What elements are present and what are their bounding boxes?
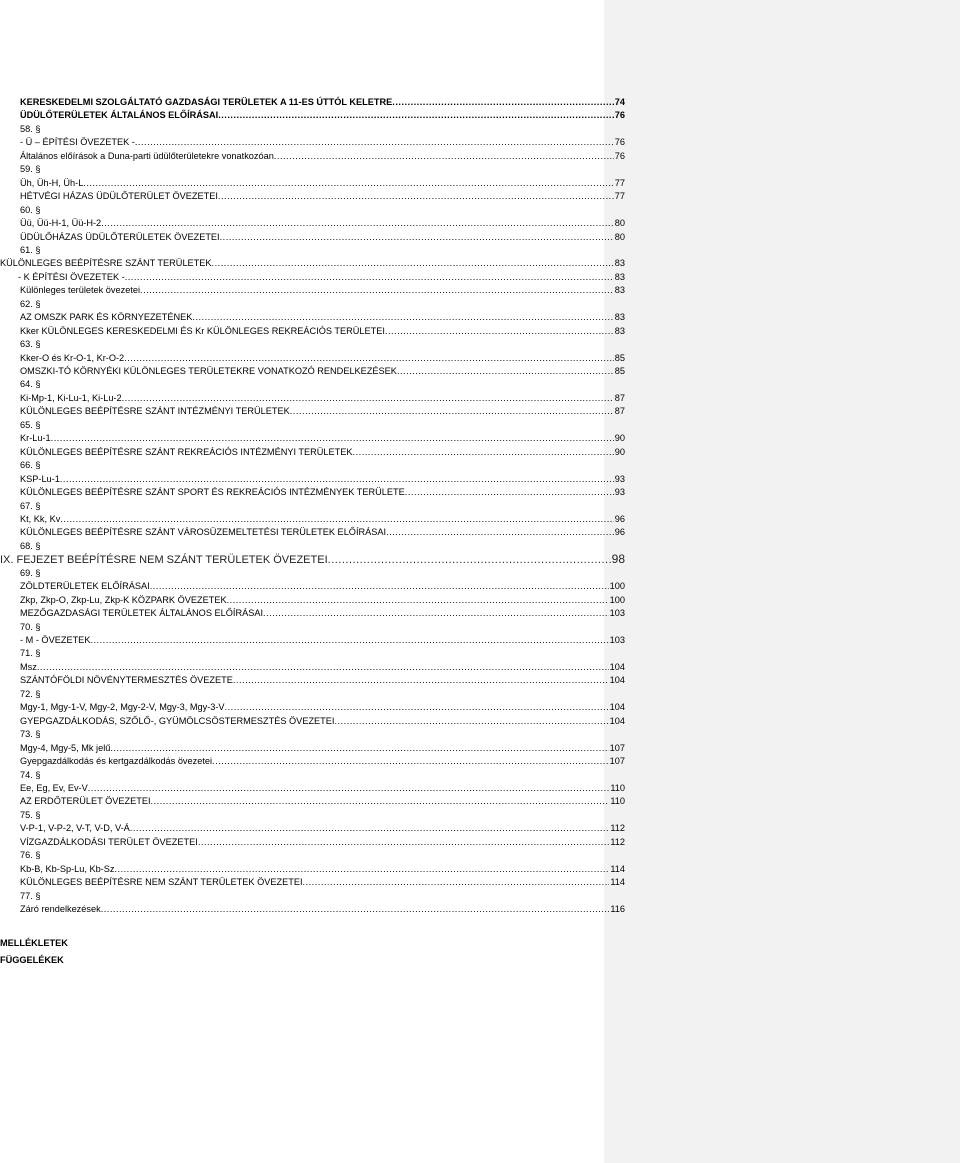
toc-entry-title: 67. §	[20, 500, 41, 511]
toc-entry[interactable]	[20, 714, 625, 728]
toc-dot-leader	[140, 283, 614, 297]
toc-entry-title: KÜLÖNLEGES BEÉPÍTÉSRE SZÁNT SPORT ÉS REKREÁCIÓS INTÉZMÉNYEK TERÜLETE	[20, 487, 405, 498]
toc-dot-leader	[303, 875, 610, 889]
toc-entry[interactable]	[20, 485, 625, 499]
toc-entry-title: GYEPGAZDÁLKODÁS, SZŐLŐ-, GYÜMÖLCSÖSTERMESZTÉS ÖVEZETEI	[20, 715, 335, 726]
toc-dot-leader	[290, 404, 614, 418]
toc-entry[interactable]	[20, 203, 625, 217]
toc-dot-leader	[90, 633, 608, 647]
toc-entry-title: 65. §	[20, 419, 41, 430]
toc-entry[interactable]	[20, 162, 625, 176]
toc-entry[interactable]	[0, 256, 625, 270]
toc-page-number: 103	[609, 635, 625, 645]
toc-page-number: 104	[609, 675, 625, 686]
toc-page-number: 83	[614, 312, 625, 323]
toc-page-number: 96	[614, 513, 625, 524]
toc-entry-title: 66. §	[20, 460, 41, 471]
toc-entry[interactable]	[20, 727, 625, 741]
toc-entry[interactable]	[20, 579, 625, 593]
toc-dot-leader	[60, 472, 614, 486]
toc-page-number: 83	[614, 325, 625, 336]
toc-dot-leader	[150, 579, 609, 593]
toc-dot-leader	[125, 270, 614, 284]
toc-page-number: 110	[610, 782, 625, 793]
toc-entry[interactable]	[20, 660, 625, 674]
toc-dot-leader	[198, 835, 610, 849]
toc-dot-leader	[51, 431, 614, 445]
toc-dot-leader	[274, 149, 614, 163]
toc-entry[interactable]	[20, 620, 625, 634]
toc-dot-leader	[192, 310, 613, 324]
toc-entry[interactable]	[20, 337, 625, 351]
toc-entry-title: Általános előírások a Duna-parti üdülőterületekre vonatkozóan	[20, 150, 274, 161]
toc-entry-title: Különleges területek övezetei	[20, 285, 141, 296]
toc-page-number: 83	[614, 271, 625, 282]
toc-page-number: 112	[610, 823, 625, 834]
toc-dot-leader	[233, 673, 609, 687]
toc-entry-title: Kker KÜLÖNLEGES KERESKEDELMI ÉS Kr KÜLÖNLEGES REKREÁCIÓS TERÜLETEI	[20, 325, 385, 336]
toc-entry[interactable]	[20, 458, 625, 472]
side-panel	[604, 0, 960, 1163]
toc-entry-title: Üü, Üü-H-1, Üü-H-2	[20, 218, 102, 229]
toc-entry-title: Gyepgazdálkodás és kertgazdálkodás övezetei	[20, 756, 213, 767]
toc-entry-title: 58. §	[20, 123, 41, 134]
toc-entry[interactable]	[20, 324, 625, 338]
toc-dot-leader	[218, 189, 614, 203]
toc-page-number: 90	[614, 433, 625, 444]
toc-page-number: 110	[610, 796, 625, 807]
toc-entry-title: MEZŐGAZDASÁGI TERÜLETEK ÁLTALÁNOS ELŐÍRÁSAI	[20, 608, 264, 619]
toc-entry-title: ÜDÜLŐHÁZAS ÜDÜLŐTERÜLETEK ÖVEZETEI	[20, 231, 220, 242]
toc-entry[interactable]	[20, 566, 625, 580]
toc-page-number: 85	[614, 366, 625, 376]
appendix-fuggelekek[interactable]: FÜGGELÉKEK	[0, 955, 64, 965]
toc-entry-title: Kker-O és Kr-O-1, Kr-O-2	[20, 352, 125, 363]
toc-entry-title: KÜLÖNLEGES BEÉPÍTÉSRE SZÁNT INTÉZMÉNYI TERÜLETEK	[20, 406, 290, 417]
toc-dot-leader	[88, 781, 610, 795]
toc-entry-title: 76. §	[20, 850, 41, 861]
toc-page-number: 77	[614, 191, 625, 202]
toc-entry-title: Kr-Lu-1	[20, 433, 51, 444]
toc-entry[interactable]	[20, 243, 625, 257]
toc-dot-leader	[101, 216, 614, 230]
toc-entry[interactable]	[20, 418, 625, 432]
toc-page-number: 100	[609, 594, 625, 605]
toc-entry[interactable]	[20, 364, 625, 378]
toc-dot-leader	[386, 525, 614, 539]
toc-entry[interactable]	[20, 297, 625, 311]
toc-page-number: 104	[609, 702, 625, 713]
toc-dot-leader	[212, 754, 609, 768]
toc-entry[interactable]	[20, 741, 625, 755]
toc-entry[interactable]	[20, 633, 625, 647]
toc-entry[interactable]	[20, 95, 625, 109]
toc-entry-title: 63. §	[20, 339, 41, 350]
toc-entry-title: Kt, Kk, Kv	[20, 513, 61, 524]
toc-entry[interactable]	[20, 431, 625, 445]
toc-entry[interactable]	[20, 499, 625, 513]
toc-entry-title: V-P-1, V-P-2, V-T, V-D, V-Á	[20, 823, 130, 834]
toc-page-number: 90	[614, 446, 625, 457]
toc-entry-title: Zkp, Zkp-O, Zkp-Lu, Zkp-K KÖZPARK ÖVEZETEK	[20, 594, 227, 605]
toc-entry-title: - K ÉPÍTÉSI ÖVEZETEK -	[18, 271, 125, 282]
toc-entry-title: 61. §	[20, 244, 41, 255]
toc-entry[interactable]	[20, 781, 625, 795]
toc-entry-title: ZÖLDTERÜLETEK ELŐÍRÁSAI	[20, 581, 150, 592]
toc-page-number: 96	[614, 527, 625, 538]
toc-entry[interactable]	[20, 108, 625, 122]
toc-entry[interactable]	[20, 848, 625, 862]
toc-entry[interactable]	[20, 149, 625, 163]
toc-entry-title: Mgy-1, Mgy-1-V, Mgy-2, Mgy-2-V, Mgy-3, Mgy-3-V	[20, 702, 225, 713]
toc-entry[interactable]	[20, 404, 625, 418]
toc-entry-title: KÜLÖNLEGES BEÉPÍTÉSRE NEM SZÁNT TERÜLETEK ÖVEZETEI	[20, 877, 303, 888]
toc-dot-leader	[263, 606, 609, 620]
toc-entry[interactable]	[20, 593, 625, 607]
toc-entry[interactable]	[20, 808, 625, 822]
toc-dot-leader	[124, 351, 614, 365]
toc-dot-leader	[130, 821, 610, 835]
toc-entry[interactable]	[20, 768, 625, 782]
toc-dot-leader	[60, 512, 613, 526]
toc-entry[interactable]	[20, 472, 625, 486]
toc-dot-leader	[110, 741, 608, 755]
toc-entry-title: AZ OMSZK PARK ÉS KÖRNYEZETÉNEK	[20, 312, 193, 323]
toc-dot-leader	[114, 862, 609, 876]
toc-entry[interactable]	[20, 606, 625, 620]
toc-dot-leader	[220, 230, 614, 244]
toc-dot-leader	[334, 714, 608, 728]
toc-page-number: 98	[611, 552, 625, 567]
toc-dot-leader	[392, 95, 613, 109]
toc-page-number: 85	[614, 352, 625, 363]
toc-entry-title: 62. §	[20, 298, 41, 309]
toc-page-number: 114	[610, 877, 625, 888]
toc-dot-leader	[225, 700, 609, 714]
appendix-mellekletek[interactable]: MELLÉKLETEK	[0, 938, 68, 948]
toc-entry-title: 73. §	[20, 729, 41, 740]
toc-entry-title: Mgy-4, Mgy-5, Mk jelű	[20, 742, 111, 753]
toc-entry-title: 64. §	[20, 379, 41, 390]
toc-entry-title: Msz	[20, 661, 37, 672]
toc-page-number: 112	[610, 836, 625, 847]
toc-page-number: 100	[609, 581, 625, 592]
toc-entry[interactable]	[20, 351, 625, 365]
toc-entry-title: KÜLÖNLEGES BEÉPÍTÉSRE SZÁNT REKREÁCIÓS INTÉZMÉNYI TERÜLETEK	[20, 446, 353, 457]
toc-page-number: 76	[614, 110, 625, 121]
toc-page-number: 87	[614, 406, 625, 417]
toc-entry[interactable]	[20, 135, 625, 149]
toc-dot-leader	[353, 445, 614, 459]
toc-page-number: 107	[609, 742, 625, 753]
toc-page-number: 77	[614, 177, 625, 188]
toc-entry[interactable]	[20, 646, 625, 660]
toc-entry-title: 75. §	[20, 809, 41, 820]
toc-entry-title: VÍZGAZDÁLKODÁSI TERÜLET ÖVEZETEI	[20, 836, 198, 847]
toc-dot-leader	[405, 485, 614, 499]
toc-entry-title: 71. §	[20, 648, 41, 659]
toc-entry[interactable]	[20, 821, 625, 835]
toc-dot-leader	[397, 364, 614, 378]
toc-entry[interactable]	[20, 525, 625, 539]
toc-dot-leader	[83, 176, 613, 190]
toc-entry-title: 68. §	[20, 540, 41, 551]
toc-entry-title: KÜLÖNLEGES BEÉPÍTÉSRE SZÁNT VÁROSÜZEMELTETÉSI TERÜLETEK ELŐÍRÁSAI	[20, 527, 387, 538]
toc-entry[interactable]	[20, 687, 625, 701]
toc-dot-leader	[385, 324, 614, 338]
toc-entry-title: 69. §	[20, 567, 41, 578]
toc-entry-title: 59. §	[20, 164, 41, 175]
toc-entry[interactable]	[20, 889, 625, 903]
toc-entry-title: HÉTVÉGI HÁZAS ÜDÜLŐTERÜLET ÖVEZETEI	[20, 191, 218, 202]
toc-dot-leader	[135, 135, 614, 149]
toc-dot-leader	[37, 660, 609, 674]
toc-entry-title: Kb-B, Kb-Sp-Lu, Kb-Sz	[20, 863, 115, 874]
toc-entry-title: - Ü – ÉPÍTÉSI ÖVEZETEK -	[20, 137, 135, 148]
toc-entry-title: ÜDÜLŐTERÜLETEK ÁLTALÁNOS ELŐÍRÁSAI	[20, 110, 219, 121]
toc-entry[interactable]	[20, 377, 625, 391]
toc-entry[interactable]	[20, 754, 625, 768]
toc-entry-title: SZÁNTÓFÖLDI NÖVÉNYTERMESZTÉS ÖVEZETE	[20, 675, 233, 686]
toc-page-number: 76	[614, 137, 625, 148]
toc-page-number: 80	[614, 218, 625, 229]
toc-entry[interactable]	[20, 176, 625, 190]
toc-dot-leader	[101, 902, 610, 916]
toc-entry-title: AZ ERDŐTERÜLET ÖVEZETEI	[20, 796, 151, 807]
toc-page-number: 116	[610, 904, 625, 914]
toc-entry[interactable]	[20, 310, 625, 324]
toc-entry[interactable]	[20, 673, 625, 687]
toc-entry[interactable]	[20, 283, 625, 297]
toc-entry[interactable]	[20, 835, 625, 849]
toc-entry[interactable]	[20, 875, 625, 889]
toc-entry-title: Záró rendelkezések	[20, 904, 101, 914]
toc-entry[interactable]	[20, 512, 625, 526]
toc-page-number: 107	[609, 756, 625, 767]
toc-page-number: 83	[614, 285, 625, 296]
toc-entry-title: 70. §	[20, 621, 41, 632]
toc-entry-title: IX. FEJEZET BEÉPÍTÉSRE NEM SZÁNT TERÜLETEK ÖVEZETEI	[0, 554, 328, 567]
toc-page-number: 114	[610, 863, 625, 874]
toc-entry[interactable]	[20, 794, 625, 808]
toc-entry-title: Ki-Mp-1, Ki-Lu-1, Ki-Lu-2	[20, 392, 122, 403]
toc-dot-leader	[212, 256, 614, 270]
toc-page-number: 87	[614, 392, 625, 403]
toc-entry-title: OMSZKI-TÓ KÖRNYÉKI KÜLÖNLEGES TERÜLETEKRE VONATKOZÓ RENDELKEZÉSEK	[20, 366, 397, 376]
toc-entry-title: Ee, Eg, Ev, Ev-V	[20, 782, 88, 793]
toc-entry-title: KERESKEDELMI SZOLGÁLTATÓ GAZDASÁGI TERÜLETEK A 11-ES ÚTTÓL KELETRE	[20, 97, 393, 107]
toc-entry[interactable]	[20, 445, 625, 459]
toc-entry-title: KÜLÖNLEGES BEÉPÍTÉSRE SZÁNT TERÜLETEK	[0, 258, 212, 269]
toc-entry[interactable]	[20, 122, 625, 136]
toc-page-number: 83	[614, 258, 625, 269]
toc-page-number: 104	[609, 715, 625, 726]
toc-entry[interactable]	[20, 230, 625, 244]
toc-page-number: 93	[614, 487, 625, 498]
toc-page-number: 93	[614, 473, 625, 484]
toc-entry-title: Üh, Üh-H, Üh-L	[20, 177, 84, 188]
toc-dot-leader	[122, 391, 614, 405]
toc-entry[interactable]	[20, 700, 625, 714]
toc-entry-title: 72. §	[20, 688, 41, 699]
toc-dot-leader	[151, 794, 610, 808]
toc-entry[interactable]	[20, 391, 625, 405]
toc-entry-title: - M - ÖVEZETEK	[20, 635, 91, 645]
toc-entry[interactable]	[18, 270, 625, 284]
toc-dot-leader	[218, 108, 614, 122]
toc-entry-title: 77. §	[20, 890, 41, 901]
toc-page-number: 104	[609, 661, 625, 672]
toc-entry[interactable]	[20, 862, 625, 876]
toc-entry-title: 60. §	[20, 204, 41, 215]
toc-page-number: 80	[614, 231, 625, 242]
toc-page-number: 74	[614, 97, 625, 107]
toc-entry[interactable]	[20, 902, 625, 916]
toc-page-number: 76	[614, 150, 625, 161]
toc-entry[interactable]	[20, 189, 625, 203]
toc-page-number: 103	[609, 608, 625, 619]
toc-dot-leader	[227, 593, 609, 607]
toc-entry-title: 74. §	[20, 769, 41, 780]
toc-entry-title: KSP-Lu-1	[20, 473, 60, 484]
toc-entry[interactable]	[20, 216, 625, 230]
